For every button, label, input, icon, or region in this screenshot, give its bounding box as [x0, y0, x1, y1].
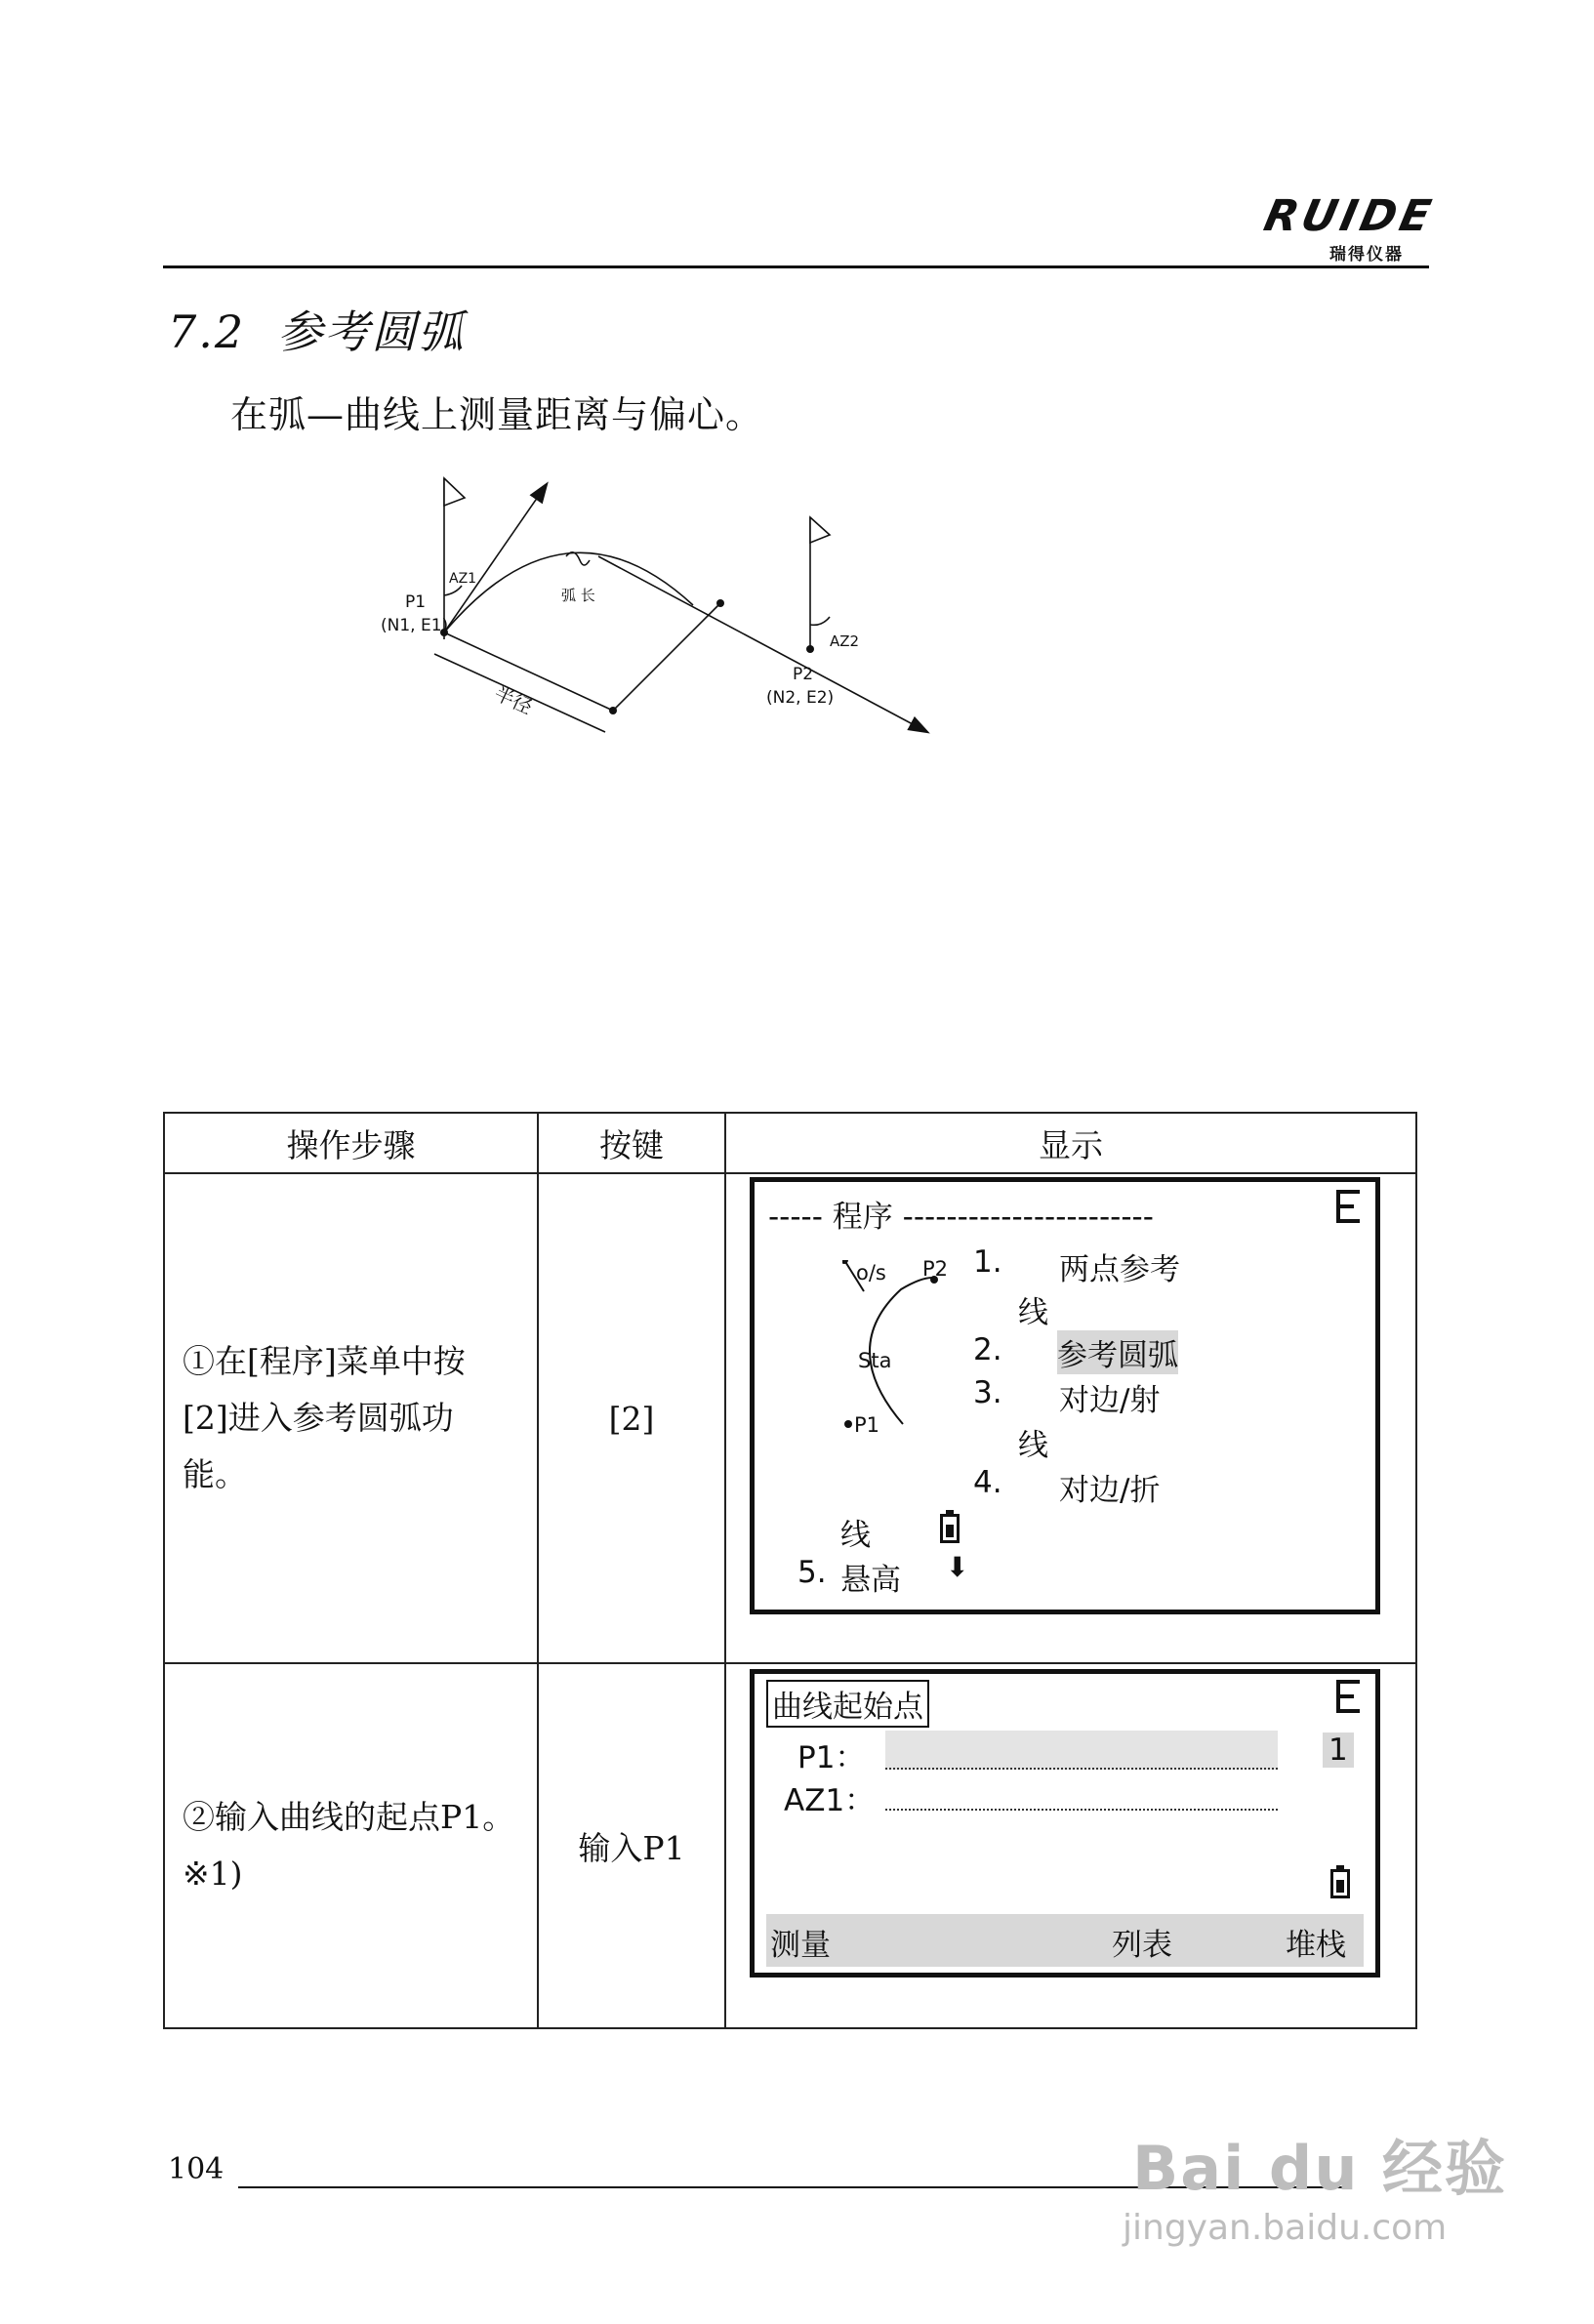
level-icon — [1336, 1190, 1360, 1223]
curve-start-screen — [750, 1669, 1380, 1977]
screen1-title: ----- 程序 ----------------------- — [768, 1200, 1154, 1235]
diagram-p2-label: P2 — [793, 665, 814, 684]
menu-item-4-num[interactable]: 4. — [973, 1465, 1002, 1500]
diagram-arc-length-label: 弧 长 — [561, 587, 595, 604]
arc-diagram — [371, 459, 976, 752]
screen2-title: 曲线起始点 — [766, 1680, 929, 1728]
step-1-key: [2] — [538, 1173, 725, 1663]
menu-item-3-label[interactable]: 对边/射 — [1059, 1383, 1161, 1418]
graphic-os-label: o/s — [856, 1261, 886, 1284]
menu-item-5-num[interactable]: 5. — [797, 1555, 827, 1590]
menu-item-1-label[interactable]: 两点参考 — [1059, 1252, 1180, 1287]
menu-item-5-label[interactable]: 悬高 — [840, 1563, 901, 1598]
softkey-stack[interactable]: 堆栈 — [1286, 1928, 1346, 1963]
softkey-measure[interactable]: 测量 — [770, 1928, 831, 1963]
section-title — [168, 297, 465, 361]
step-1-text: ①在[程序]菜单中按 [2]进入参考圆弧功 能。 — [164, 1173, 538, 1663]
program-menu-screen — [750, 1177, 1380, 1614]
brand-subtitle: 瑞得仪器 — [1329, 245, 1404, 265]
az1-label: AZ1： — [784, 1783, 876, 1818]
diagram-az1-label: AZ1 — [449, 571, 477, 587]
watermark-logo: Bai du 经验 — [1132, 2133, 1508, 2204]
graphic-p2-label: P2 — [922, 1260, 949, 1281]
step-2-text: ②输入曲线的起点P1。 ※1) — [164, 1663, 538, 2028]
battery-icon — [1330, 1869, 1350, 1898]
header-rule — [163, 265, 1429, 268]
brand-logo: RUIDE — [1259, 191, 1440, 241]
menu-item-3-wrap: 线 — [1018, 1428, 1048, 1463]
diagram-p1-coords: (N1, E1) — [381, 616, 449, 635]
header-step: 操作步骤 — [164, 1113, 538, 1173]
page-indicator: 1 — [1323, 1733, 1354, 1768]
diagram-radius-label: 半径 — [490, 680, 537, 719]
section-number: 7.2 — [168, 306, 246, 358]
watermark-url: jingyan.baidu.com — [1123, 2208, 1448, 2248]
header-display: 显示 — [725, 1113, 1416, 1173]
p1-label: P1： — [797, 1740, 866, 1775]
graphic-p1-label: P1 — [854, 1413, 880, 1437]
diagram-p1-label: P1 — [405, 592, 427, 612]
header-key: 按键 — [538, 1113, 725, 1173]
section-title-text: 参考圆弧 — [277, 306, 466, 358]
menu-item-3-num[interactable]: 3. — [973, 1375, 1002, 1410]
menu-item-2-label[interactable]: 参考圆弧 — [1057, 1330, 1178, 1374]
menu-item-1-num[interactable]: 1. — [973, 1244, 1002, 1280]
menu-item-4-label[interactable]: 对边/折 — [1059, 1473, 1161, 1508]
page-number: 104 — [168, 2152, 225, 2186]
scroll-down-icon[interactable]: ⬇ — [946, 1551, 969, 1583]
softkey-list[interactable]: 列表 — [1112, 1928, 1172, 1963]
softkey-bar — [766, 1914, 1364, 1967]
diagram-p2-coords: (N2, E2) — [766, 688, 835, 708]
p1-input[interactable] — [885, 1731, 1278, 1770]
step-2-key: 输入P1 — [538, 1663, 725, 2028]
diagram-az2-label: AZ2 — [830, 632, 860, 650]
graphic-sta-label: Sta — [858, 1349, 892, 1372]
level-icon — [1336, 1680, 1360, 1713]
curve-graphic — [842, 1260, 979, 1446]
intro-text: 在弧—曲线上测量距离与偏心。 — [230, 393, 764, 436]
menu-item-2-num[interactable]: 2. — [973, 1332, 1002, 1367]
az1-input[interactable] — [885, 1783, 1278, 1811]
battery-icon — [940, 1514, 960, 1543]
menu-item-4-wrap: 线 — [840, 1518, 871, 1553]
menu-item-1-wrap: 线 — [1018, 1295, 1048, 1330]
